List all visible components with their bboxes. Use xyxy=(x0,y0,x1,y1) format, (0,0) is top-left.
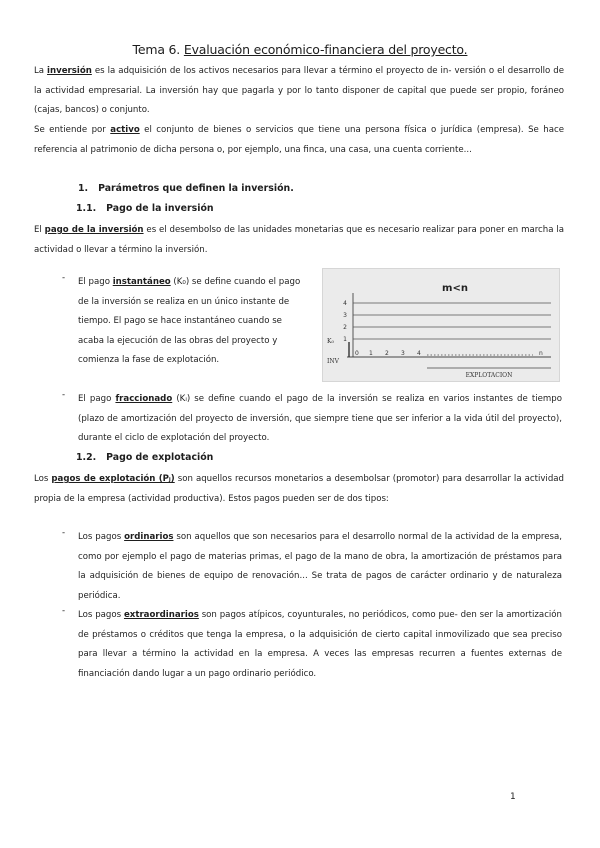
keyword-fraccionado: fraccionado xyxy=(115,394,173,404)
diagram-x-label: EXPLOTACION xyxy=(465,372,513,379)
bullet-pagos-ordinarios: Los pagos ordinarios son aquellos que son necesarios para el desarrollo normal de la actividad de la empresa, como por ejemplo el pago de materias primas, el pago de la mano de obra, la amortización de préstamos para la adquisición de bienes de equipo de renovación... Se trata de pagos de carácter ordinario y de naturaleza periódica. xyxy=(78,532,563,601)
keyword-extraordinarios: extraordinarios xyxy=(123,610,199,620)
keyword-instantaneo: instantáneo xyxy=(112,277,171,287)
section-heading-1: 1. Parámetros que definen la inversión. xyxy=(78,183,294,194)
investment-diagram-svg xyxy=(323,269,559,381)
diagram-y-tick: 1 xyxy=(343,336,347,343)
diagram-x-tick: 4 xyxy=(417,350,421,357)
bullet-dash: - xyxy=(62,390,66,400)
diagram-x-tick: 3 xyxy=(401,350,405,357)
intro-paragraph-1: La inversión es la adquisición de los activos necesarios para llevar a término el proyecto de in- versión o el desarrollo de la actividad empresarial. La inversión hay que pagarla y por lo tanto disponer de capital que puede ser propio, foráneo (cajas, bancos) o conjunto. xyxy=(34,66,564,115)
page-title xyxy=(0,42,600,57)
diagram-x-tick: 2 xyxy=(385,350,389,357)
investment-diagram xyxy=(322,268,560,382)
keyword-pago-inversion: pago de la inversión xyxy=(44,225,144,235)
page-number: 1 xyxy=(510,792,516,802)
bullet-pago-fraccionado: El pago fraccionado (Kᵢ) se define cuando el pago de la inversión se realiza en varios instantes de tiempo (plazo de amortización del proyecto de inversión, que siempre tiene que ser inferior a la vida útil del proyecto), durante el ciclo de explotación del proyecto. xyxy=(78,394,562,443)
pago-inversion-paragraph: El pago de la inversión es el desembolso de las unidades monetarias que es necesario realizar para poner en marcha la actividad o llevar a término la inversión. xyxy=(34,225,564,255)
diagram-x-tick: n xyxy=(539,350,543,357)
diagram-y-tick: 3 xyxy=(343,312,347,319)
diagram-y-tick: 2 xyxy=(343,324,347,331)
bullet-pagos-extraordinarios: Los pagos extraordinarios son pagos atípicos, coyunturales, no periódicos, como pue- den ser la amortización de préstamos o créditos que tenga la empresa, o la adquisición de cierto capital inmovilizado que sea preciso para llevar a término la actividad en la empresa. A veces las empresas recurren a fuentes externas de financiación dando lugar a un pago ordinario periódico. xyxy=(78,610,563,679)
bullet-dash: - xyxy=(62,606,66,616)
pagos-explotacion-paragraph: Los pagos de explotación (Pⱼ) son aquellos recursos monetarios a desembolsar (promotor) para desarrollar la actividad propia de la empresa (actividad productiva). Estos pagos pueden ser de dos tipos: xyxy=(34,474,564,504)
bullet-pago-instantaneo: El pago instantáneo (K₀) se define cuando el pago de la inversión se realiza en un único instante de tiempo. El pago se hace instantáneo cuando se acaba la ejecución de las obras del proyecto y comienza la fase de explotación. xyxy=(78,277,301,365)
diagram-x-tick: 1 xyxy=(369,350,373,357)
diagram-inv-label: INV xyxy=(327,358,339,365)
subsection-heading-1-2: 1.2. Pago de explotación xyxy=(76,452,214,463)
bullet-dash: - xyxy=(62,528,66,538)
keyword-ordinarios: ordinarios xyxy=(124,532,174,542)
diagram-title: m<n xyxy=(442,283,468,294)
keyword-pagos-explotacion: pagos de explotación (Pⱼ) xyxy=(51,474,175,484)
diagram-y-tick: 4 xyxy=(343,300,347,307)
diagram-ko-label: K₀ xyxy=(327,338,334,345)
keyword-inversion: inversión xyxy=(47,66,92,76)
intro-paragraph-2: Se entiende por activo el conjunto de bienes o servicios que tiene una persona física o jurídica (empresa). Se hace referencia al patrimonio de dicha persona o, por ejemplo, una finca, una casa, una cuenta corriente... xyxy=(34,125,564,155)
keyword-activo: activo xyxy=(110,125,140,135)
subsection-heading-1-1: 1.1. Pago de la inversión xyxy=(76,203,214,214)
diagram-x-tick: 0 xyxy=(355,350,359,357)
title-text: Evaluación económico-financiera del proyecto. xyxy=(183,42,468,57)
title-number: Tema 6. xyxy=(132,42,181,57)
bullet-dash: - xyxy=(62,273,66,283)
